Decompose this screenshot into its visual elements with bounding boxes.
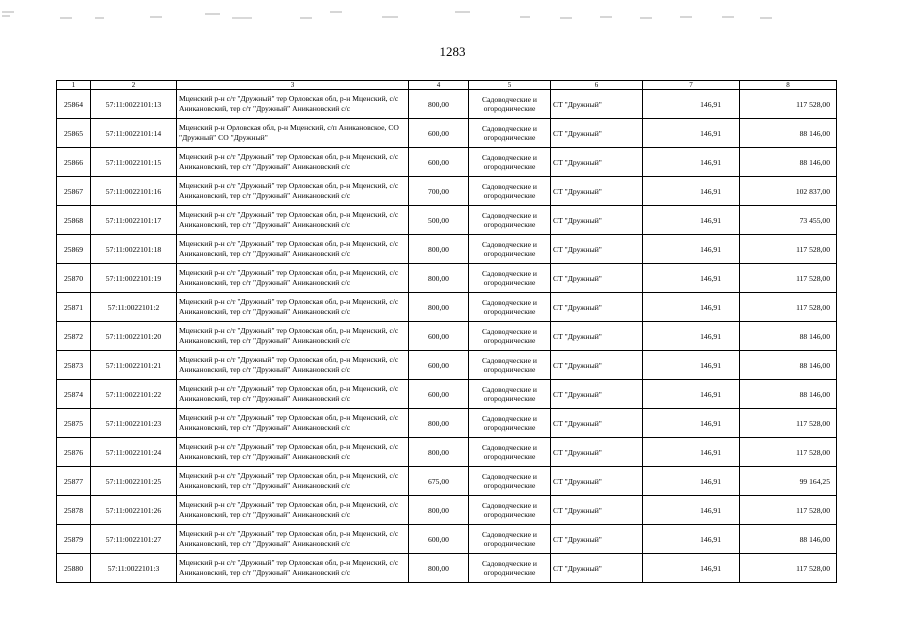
cadastral-number: 57:11:0022101:3 (91, 554, 177, 583)
land-use: Садоводческие и огороднические (469, 496, 551, 525)
rate-value: 146,91 (643, 293, 740, 322)
cadastral-number: 57:11:0022101:20 (91, 322, 177, 351)
table-row (57, 409, 837, 438)
owner-name: СТ "Дружный" (551, 409, 643, 438)
table-row (57, 206, 837, 235)
land-use: Садоводческие и огороднические (469, 148, 551, 177)
record-number: 25868 (57, 206, 91, 235)
column-header: 1 (57, 81, 91, 90)
record-number: 25875 (57, 409, 91, 438)
rate-value: 146,91 (643, 90, 740, 119)
address: Мценский р-н с/т "Дружный" тер Орловская обл, р-н Мценский, с/с Аникановский, тер с/т "Дружный" Аникановский с/с (177, 554, 409, 583)
cadastral-number: 57:11:0022101:16 (91, 177, 177, 206)
record-number: 25867 (57, 177, 91, 206)
cadastral-value: 102 837,00 (740, 177, 837, 206)
address: Мценский р-н с/т "Дружный" тер Орловская обл, р-н Мценский, с/с Аникановский, тер с/т "Дружный" Аникановский с/с (177, 264, 409, 293)
land-registry-table (56, 80, 837, 583)
cadastral-value: 117 528,00 (740, 438, 837, 467)
owner-name: СТ "Дружный" (551, 525, 643, 554)
record-number: 25873 (57, 351, 91, 380)
rate-value: 146,91 (643, 177, 740, 206)
owner-name: СТ "Дружный" (551, 380, 643, 409)
table-row (57, 177, 837, 206)
record-number: 25872 (57, 322, 91, 351)
owner-name: СТ "Дружный" (551, 177, 643, 206)
cadastral-value: 88 146,00 (740, 380, 837, 409)
owner-name: СТ "Дружный" (551, 90, 643, 119)
address: Мценский р-н с/т "Дружный" тер Орловская обл, р-н Мценский, с/с Аникановский, тер с/т "Дружный" Аникановский с/с (177, 235, 409, 264)
address: Мценский р-н с/т "Дружный" тер Орловская обл, р-н Мценский, с/с Аникановский, тер с/т "Дружный" Аникановский с/с (177, 293, 409, 322)
rate-value: 146,91 (643, 496, 740, 525)
address: Мценский р-н с/т "Дружный" тер Орловская обл, р-н Мценский, с/с Аникановский, тер с/т "Дружный" Аникановский с/с (177, 380, 409, 409)
rate-value: 146,91 (643, 525, 740, 554)
area-value: 800,00 (409, 438, 469, 467)
column-header: 3 (177, 81, 409, 90)
table-row (57, 119, 837, 148)
area-value: 600,00 (409, 380, 469, 409)
page-number: 1283 (439, 44, 466, 59)
rate-value: 146,91 (643, 554, 740, 583)
address: Мценский р-н с/т "Дружный" тер Орловская обл, р-н Мценский, с/с Аникановский, тер с/т "Дружный" Аникановский с/с (177, 409, 409, 438)
rate-value: 146,91 (643, 409, 740, 438)
area-value: 500,00 (409, 206, 469, 235)
area-value: 600,00 (409, 148, 469, 177)
address: Мценский р-н с/т "Дружный" тер Орловская обл, р-н Мценский, с/с Аникановский, тер с/т "Дружный" Аникановский с/с (177, 177, 409, 206)
table-row (57, 148, 837, 177)
owner-name: СТ "Дружный" (551, 235, 643, 264)
cadastral-number: 57:11:0022101:22 (91, 380, 177, 409)
cadastral-number: 57:11:0022101:26 (91, 496, 177, 525)
column-header: 6 (551, 81, 643, 90)
cadastral-value: 117 528,00 (740, 235, 837, 264)
cadastral-value: 117 528,00 (740, 496, 837, 525)
land-use: Садоводческие и огороднические (469, 409, 551, 438)
cadastral-number: 57:11:0022101:25 (91, 467, 177, 496)
cadastral-number: 57:11:0022101:14 (91, 119, 177, 148)
area-value: 800,00 (409, 264, 469, 293)
cadastral-number: 57:11:0022101:2 (91, 293, 177, 322)
record-number: 25870 (57, 264, 91, 293)
owner-name: СТ "Дружный" (551, 438, 643, 467)
record-number: 25869 (57, 235, 91, 264)
land-use: Садоводческие и огороднические (469, 525, 551, 554)
area-value: 800,00 (409, 554, 469, 583)
land-use: Садоводческие и огороднические (469, 554, 551, 583)
table-row (57, 264, 837, 293)
owner-name: СТ "Дружный" (551, 322, 643, 351)
cadastral-value: 99 164,25 (740, 467, 837, 496)
record-number: 25874 (57, 380, 91, 409)
record-number: 25880 (57, 554, 91, 583)
table-row (57, 235, 837, 264)
table-row (57, 322, 837, 351)
area-value: 800,00 (409, 496, 469, 525)
address: Мценский р-н с/т "Дружный" тер Орловская обл, р-н Мценский, с/с Аникановский, тер с/т "Дружный" Аникановский с/с (177, 322, 409, 351)
cadastral-number: 57:11:0022101:19 (91, 264, 177, 293)
land-use: Садоводческие и огороднические (469, 351, 551, 380)
cadastral-value: 88 146,00 (740, 148, 837, 177)
rate-value: 146,91 (643, 438, 740, 467)
cadastral-value: 117 528,00 (740, 264, 837, 293)
cadastral-value: 88 146,00 (740, 525, 837, 554)
rate-value: 146,91 (643, 351, 740, 380)
cadastral-value: 117 528,00 (740, 554, 837, 583)
table-row (57, 554, 837, 583)
cadastral-number: 57:11:0022101:23 (91, 409, 177, 438)
record-number: 25871 (57, 293, 91, 322)
column-header: 8 (740, 81, 837, 90)
owner-name: СТ "Дружный" (551, 554, 643, 583)
table-row (57, 380, 837, 409)
land-use: Садоводческие и огороднические (469, 177, 551, 206)
cadastral-value: 88 146,00 (740, 119, 837, 148)
record-number: 25877 (57, 467, 91, 496)
address: Мценский р-н с/т "Дружный" тер Орловская обл, р-н Мценский, с/с Аникановский, тер с/т "Дружный" Аникановский с/с (177, 351, 409, 380)
area-value: 800,00 (409, 293, 469, 322)
rate-value: 146,91 (643, 380, 740, 409)
column-header: 2 (91, 81, 177, 90)
cadastral-value: 73 455,00 (740, 206, 837, 235)
rate-value: 146,91 (643, 467, 740, 496)
table-row (57, 467, 837, 496)
table-row (57, 293, 837, 322)
area-value: 600,00 (409, 119, 469, 148)
owner-name: СТ "Дружный" (551, 496, 643, 525)
table-row (57, 351, 837, 380)
cadastral-value: 88 146,00 (740, 351, 837, 380)
area-value: 800,00 (409, 235, 469, 264)
table-row (57, 90, 837, 119)
area-value: 700,00 (409, 177, 469, 206)
scan-artifact-strip (0, 8, 905, 22)
record-number: 25878 (57, 496, 91, 525)
area-value: 600,00 (409, 322, 469, 351)
record-number: 25879 (57, 525, 91, 554)
address: Мценский р-н с/т "Дружный" тер Орловская обл, р-н Мценский, с/с Аникановский, тер с/т "Дружный" Аникановский с/с (177, 206, 409, 235)
address: Мценский р-н с/т "Дружный" тер Орловская обл, р-н Мценский, с/с Аникановский, тер с/т "Дружный" Аникановский с/с (177, 496, 409, 525)
area-value: 800,00 (409, 90, 469, 119)
land-use: Садоводческие и огороднические (469, 322, 551, 351)
record-number: 25866 (57, 148, 91, 177)
column-header: 7 (643, 81, 740, 90)
cadastral-number: 57:11:0022101:13 (91, 90, 177, 119)
address: Мценский р-н Орловская обл, р-н Мценский, с/п Аникановское, СО "Дружный" СО "Дружный" (177, 119, 409, 148)
land-use: Садоводческие и огороднические (469, 119, 551, 148)
rate-value: 146,91 (643, 235, 740, 264)
table-row (57, 496, 837, 525)
rate-value: 146,91 (643, 322, 740, 351)
land-use: Садоводческие и огороднические (469, 206, 551, 235)
cadastral-value: 117 528,00 (740, 409, 837, 438)
area-value: 675,00 (409, 467, 469, 496)
area-value: 800,00 (409, 409, 469, 438)
rate-value: 146,91 (643, 206, 740, 235)
cadastral-number: 57:11:0022101:21 (91, 351, 177, 380)
owner-name: СТ "Дружный" (551, 293, 643, 322)
owner-name: СТ "Дружный" (551, 467, 643, 496)
column-header: 4 (409, 81, 469, 90)
owner-name: СТ "Дружный" (551, 119, 643, 148)
cadastral-value: 117 528,00 (740, 90, 837, 119)
cadastral-value: 88 146,00 (740, 322, 837, 351)
owner-name: СТ "Дружный" (551, 148, 643, 177)
owner-name: СТ "Дружный" (551, 351, 643, 380)
rate-value: 146,91 (643, 119, 740, 148)
land-use: Садоводческие и огороднические (469, 380, 551, 409)
record-number: 25865 (57, 119, 91, 148)
table-row (57, 438, 837, 467)
cadastral-number: 57:11:0022101:24 (91, 438, 177, 467)
record-number: 25876 (57, 438, 91, 467)
record-number: 25864 (57, 90, 91, 119)
land-use: Садоводческие и огороднические (469, 90, 551, 119)
cadastral-number: 57:11:0022101:18 (91, 235, 177, 264)
rate-value: 146,91 (643, 148, 740, 177)
cadastral-number: 57:11:0022101:15 (91, 148, 177, 177)
land-use: Садоводческие и огороднические (469, 293, 551, 322)
area-value: 600,00 (409, 525, 469, 554)
owner-name: СТ "Дружный" (551, 264, 643, 293)
cadastral-value: 117 528,00 (740, 293, 837, 322)
land-use: Садоводческие и огороднические (469, 467, 551, 496)
land-use: Садоводческие и огороднические (469, 264, 551, 293)
owner-name: СТ "Дружный" (551, 206, 643, 235)
address: Мценский р-н с/т "Дружный" тер Орловская обл, р-н Мценский, с/с Аникановский, тер с/т "Дружный" Аникановский с/с (177, 467, 409, 496)
table-row (57, 525, 837, 554)
rate-value: 146,91 (643, 264, 740, 293)
land-use: Садоводческие и огороднические (469, 235, 551, 264)
column-number-row (57, 81, 837, 90)
address: Мценский р-н с/т "Дружный" тер Орловская обл, р-н Мценский, с/с Аникановский, тер с/т "Дружный" Аникановский с/с (177, 90, 409, 119)
column-header: 5 (469, 81, 551, 90)
address: Мценский р-н с/т "Дружный" тер Орловская обл, р-н Мценский, с/с Аникановский, тер с/т "Дружный" Аникановский с/с (177, 438, 409, 467)
cadastral-number: 57:11:0022101:17 (91, 206, 177, 235)
land-use: Садоводческие и огороднические (469, 438, 551, 467)
cadastral-number: 57:11:0022101:27 (91, 525, 177, 554)
address: Мценский р-н с/т "Дружный" тер Орловская обл, р-н Мценский, с/с Аникановский, тер с/т "Дружный" Аникановский с/с (177, 525, 409, 554)
address: Мценский р-н с/т "Дружный" тер Орловская обл, р-н Мценский, с/с Аникановский, тер с/т "Дружный" Аникановский с/с (177, 148, 409, 177)
area-value: 600,00 (409, 351, 469, 380)
